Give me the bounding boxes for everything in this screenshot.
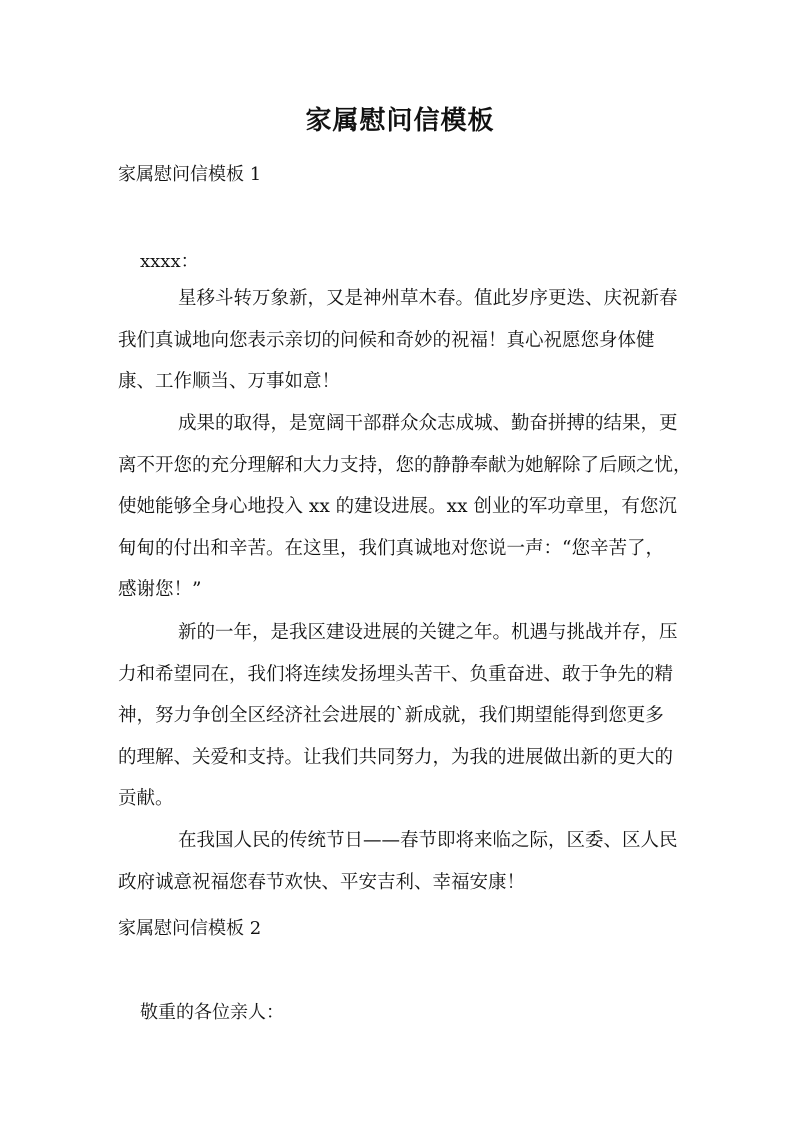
paragraph-line: 使她能够全身心地投入 xx 的建设进展。xx 创业的军功章里，有您沉 — [118, 496, 677, 517]
section2-heading: 家属慰问信模板 2 — [118, 918, 262, 939]
paragraph-line: 贡献。 — [118, 788, 174, 809]
paragraph-line: 康、工作顺当、万事如意！ — [118, 371, 341, 392]
section1-salutation: xxxx： — [140, 251, 199, 272]
paragraph-line: 甸甸的付出和辛苦。在这里，我们真诚地对您说一声：“您辛苦了， — [118, 537, 664, 559]
paragraph-2 — [118, 403, 698, 611]
paragraph-line: 神，努力争创全区经济社会进展的`新成就，我们期望能得到您更多 — [118, 705, 664, 726]
paragraph-1 — [118, 278, 698, 403]
section1-heading: 家属慰问信模板 1 — [118, 164, 262, 185]
paragraph-line: 在我国人民的传统节日——春节即将来临之际，区委、区人民 — [178, 830, 678, 851]
paragraph-line: 力和希望同在，我们将连续发扬埋头苦干、负重奋进、敢于争先的精 — [118, 663, 674, 685]
paragraph-line: 的理解、关爱和支持。让我们共同努力，为我的进展做出新的更大的 — [118, 746, 674, 768]
paragraph-line: 我们真诚地向您表示亲切的问候和奇妙的祝福！真心祝愿您身体健 — [118, 329, 655, 351]
document-title: 家属慰问信模板 — [305, 106, 495, 136]
paragraph-line: 感谢您！” — [118, 579, 202, 600]
paragraph-4 — [118, 820, 698, 903]
section2-salutation: 敬重的各位亲人： — [140, 1002, 284, 1023]
paragraph-3 — [118, 612, 698, 820]
paragraph-line: 星移斗转万象新，又是神州草木春。值此岁序更迭、庆祝新春 — [178, 288, 678, 309]
paragraph-line: 成果的取得，是宽阔干部群众众志成城、勤奋拼搏的结果，更 — [178, 413, 678, 434]
paragraph-line: 新的一年，是我区建设进展的关键之年。机遇与挑战并存，压 — [178, 622, 678, 643]
paragraph-line: 政府诚意祝福您春节欢快、平安吉利、幸福安康！ — [118, 871, 526, 893]
paragraph-line: 离不开您的充分理解和大力支持，您的静静奉献为她解除了后顾之忧， — [118, 454, 692, 476]
